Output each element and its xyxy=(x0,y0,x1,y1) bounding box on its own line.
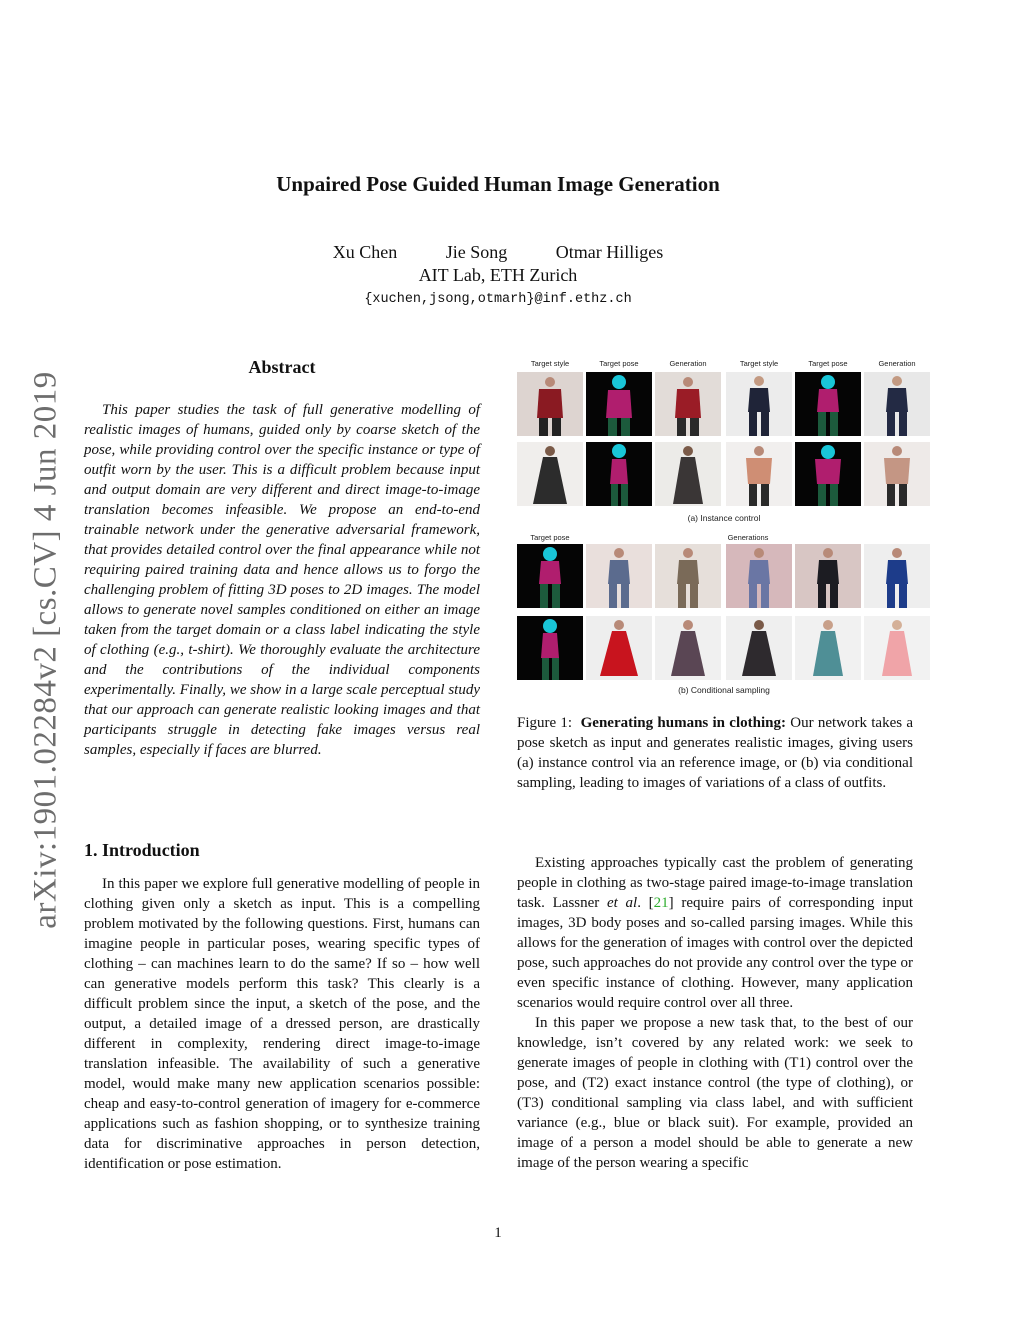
paragraph-text: ] require pairs of corresponding input images, 3D body poses and so-called parsing images. While this allows for the generation of images with control over the depicted pose, such approaches do not provide any control over the type or even specific instance of clothing. However, many application scenarios would require control over all three. xyxy=(517,895,913,1011)
figure-header: Generations xyxy=(727,533,769,542)
right-column-body xyxy=(517,853,913,1173)
photo-generation xyxy=(864,442,930,506)
citation-link[interactable]: 21 xyxy=(653,895,669,911)
subcaption-b: (b) Conditional sampling xyxy=(678,685,770,695)
photo-generation xyxy=(795,544,861,608)
affiliation: AIT Lab, ETH Zurich xyxy=(418,265,578,285)
photo-generation xyxy=(655,544,721,608)
paragraph-text: In this paper we propose a new task that, to the best of our knowledge, isn’t covered by any related work: we seek to generate images of people in clothing with (T1) control over the pose, and (T2) exact instance control (the type of clothing), or (T3) conditional sampling via class label, and with sufficient variance (e.g., blue or black suit). For example, provided an image of a person a model should be able to generate a new image of the person wearing a specific xyxy=(517,1015,913,1171)
figure-1 xyxy=(515,358,933,698)
caption-label: Figure 1: xyxy=(517,715,573,731)
figure-header: Generation xyxy=(669,359,707,368)
photo-generation xyxy=(655,442,721,506)
caption-text: Our network takes a pose sketch as input and generates realistic images, giving users (a) instance control via an reference image, or (b) via conditional sampling, leading to images of variations of a class of outfits. xyxy=(517,715,913,791)
photo-generation xyxy=(586,616,652,680)
pose-sketch xyxy=(586,372,652,436)
etal-text: et al xyxy=(606,895,638,911)
photo-generation xyxy=(864,616,930,680)
figure-header: Target pose xyxy=(530,533,570,542)
author-list xyxy=(0,242,996,263)
abstract-text: This paper studies the task of full generative modelling of realistic images of humans, guided only by coarse sketch of the pose, while providing control over the specific instance or type of outfit worn by the user. This is a difficult problem because input and output domain are very different and direct image-to-image translation becomes infeasible. We propose an end-to-end trainable network under the generative adversarial framework, that provides detailed control over the final appearance while not requiring paired training data and hence allows us to forgo the challenging problem of fitting 3D poses to 2D images. The model allows to generate novel samples conditioned on either an image taken from the target domain or a class label indicating the style of clothing (e.g., t-shirt). We thoroughly evaluate the architecture and the contributions of the individual components experimentally. Finally, we show in a large scale perceptual study that our approach can generate realistic looking images and that participants struggle in detecting fake images versus real samples, especially if faces are blurred. xyxy=(84,402,480,758)
photo-generation xyxy=(655,372,721,436)
photo-generation xyxy=(726,544,792,608)
photo-generation xyxy=(655,616,721,680)
photo-generation xyxy=(795,616,861,680)
photo-generation xyxy=(864,544,930,608)
arxiv-stamp-text: arXiv:1901.02284v2 [cs.CV] 4 Jun 2019 xyxy=(27,371,64,929)
author-name: Xu Chen xyxy=(332,242,398,262)
photo-generation xyxy=(586,544,652,608)
photo-target-style xyxy=(517,372,583,436)
photo-generation xyxy=(726,616,792,680)
page-number: 1 xyxy=(494,1225,502,1241)
photo-target-style xyxy=(517,442,583,506)
author-name: Otmar Hilliges xyxy=(555,242,664,262)
photo-target-style xyxy=(726,372,792,436)
figure-header: Target style xyxy=(530,359,570,368)
figure-header: Target pose xyxy=(808,359,848,368)
author-email: {xuchen,jsong,otmarh}@inf.ethz.ch xyxy=(364,292,632,307)
pose-sketch xyxy=(586,442,652,506)
photo-target-style xyxy=(726,442,792,506)
pose-sketch xyxy=(795,372,861,436)
figure-header: Generation xyxy=(878,359,916,368)
paper-title: Unpaired Pose Guided Human Image Generation xyxy=(276,172,720,196)
figure-header: Target style xyxy=(739,359,779,368)
pose-sketch xyxy=(795,442,861,506)
arxiv-stamp xyxy=(26,370,66,930)
introduction-heading: 1. Introduction xyxy=(84,840,200,860)
paragraph-text: Existing approaches typically cast the problem of generating people in clothing as two-stage paired image-to-image translation task. Lassner xyxy=(517,855,913,911)
pose-sketch xyxy=(517,616,583,680)
paragraph-text: . [ xyxy=(637,895,654,911)
abstract-heading: Abstract xyxy=(248,357,316,377)
abstract-body xyxy=(84,400,480,760)
author-name: Jie Song xyxy=(445,242,508,262)
caption-bold: Generating humans in clothing: xyxy=(580,715,786,731)
figure-caption xyxy=(517,713,913,793)
introduction-body xyxy=(84,874,480,1174)
subcaption-a: (a) Instance control xyxy=(687,513,761,523)
pose-sketch xyxy=(517,544,583,608)
introduction-text: In this paper we explore full generative modelling of people in clothing given only a sketch as input. This is a compelling problem motivated by the following questions. First, humans can imagine people in particular poses, wearing specific types of clothing – can machines learn to do the same? If so – how well can generative models perform this task? This clearly is a difficult problem since the input, a sketch of the pose, and the output, a detailed image of a dressed person, are drastically different in complexity, rendering direct image-to-image translation infeasible. The availability of such a generative model, would make many new application scenarios possible: cheap and easy-to-control generation of imagery for e-commerce applications such as fashion shopping, or to synthesize training data for discriminative approaches in person detection, identification or pose estimation. xyxy=(84,876,480,1172)
figure-header: Target pose xyxy=(599,359,639,368)
photo-generation xyxy=(864,372,930,436)
